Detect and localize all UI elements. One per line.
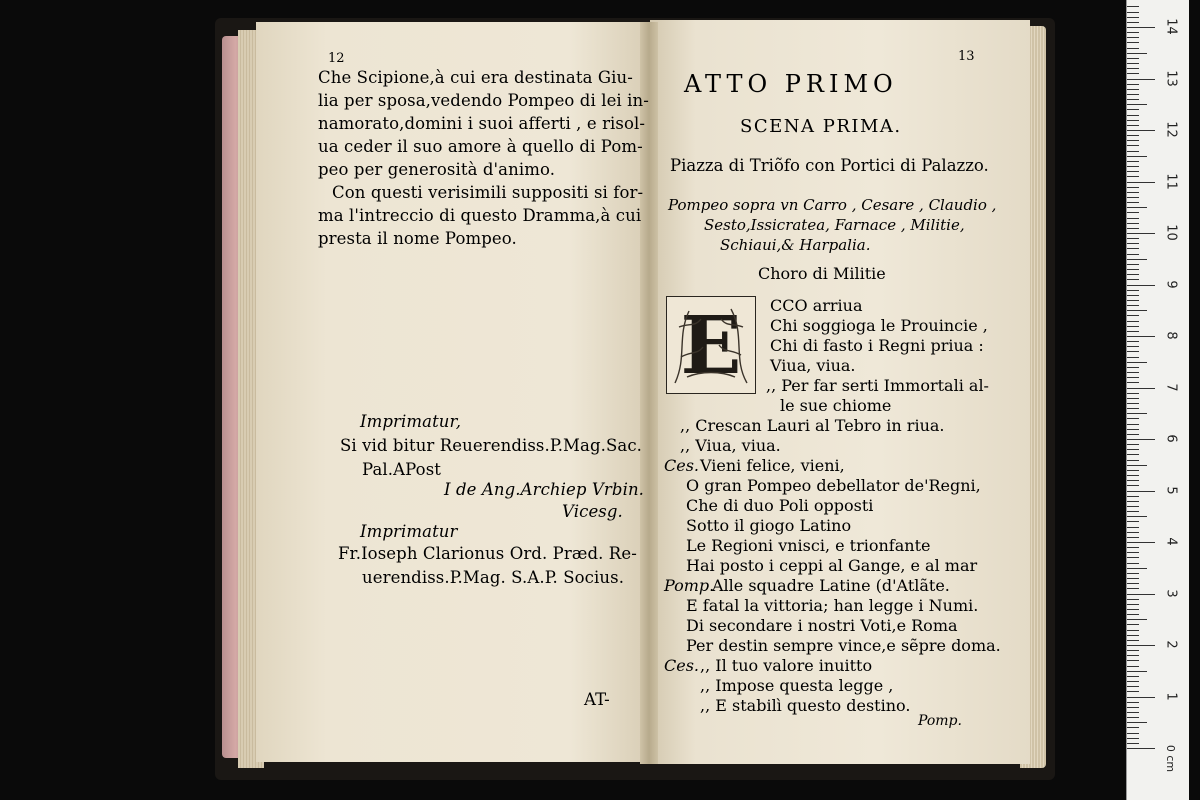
ruler-tick bbox=[1127, 357, 1139, 358]
ruler-tick bbox=[1127, 388, 1155, 389]
ruler-tick bbox=[1127, 310, 1147, 311]
ruler-tick bbox=[1127, 321, 1139, 322]
ruler-tick bbox=[1127, 73, 1139, 74]
ruler-tick bbox=[1127, 156, 1147, 157]
left-page bbox=[256, 22, 648, 762]
ruler-number: 14 bbox=[1163, 18, 1179, 35]
ruler-tick bbox=[1127, 207, 1147, 208]
ruler-tick bbox=[1127, 578, 1139, 579]
ruler-tick bbox=[1127, 135, 1139, 136]
ruler-tick bbox=[1127, 671, 1147, 672]
ruler-tick bbox=[1127, 68, 1139, 69]
ruler-tick bbox=[1127, 42, 1139, 43]
text-line: peo per generosità d'animo. bbox=[318, 160, 556, 179]
ruler-tick bbox=[1127, 418, 1139, 419]
scene-title: SCENA PRIMA. bbox=[740, 116, 902, 137]
ruler-tick bbox=[1127, 295, 1139, 296]
ruler-tick bbox=[1127, 48, 1139, 49]
signature-line: Vicesg. bbox=[562, 502, 623, 521]
ruler-tick bbox=[1127, 501, 1139, 502]
ruler-tick bbox=[1127, 248, 1139, 249]
verse-line: ,, Per far serti Immortali al- bbox=[766, 376, 989, 395]
ruler-tick bbox=[1127, 624, 1139, 625]
page-number-right: 13 bbox=[958, 49, 975, 64]
ruler-tick bbox=[1127, 37, 1139, 38]
ruler-tick bbox=[1127, 712, 1139, 713]
ruler-tick bbox=[1127, 521, 1139, 522]
ruler-tick bbox=[1127, 197, 1139, 198]
dialogue-line: ,, E stabilì questo destino. bbox=[700, 696, 911, 715]
ruler-tick bbox=[1127, 377, 1139, 378]
ruler-tick bbox=[1127, 666, 1139, 667]
ruler-tick bbox=[1127, 588, 1139, 589]
drop-cap-letter: E bbox=[680, 298, 742, 392]
ruler-tick bbox=[1127, 676, 1139, 677]
speaker-label: Ces. bbox=[664, 456, 700, 475]
ruler-tick bbox=[1127, 166, 1139, 167]
text-line: lia per sposa,vedendo Pompeo di lei in- bbox=[318, 91, 649, 110]
ruler-tick bbox=[1127, 274, 1139, 275]
ruler-tick bbox=[1127, 655, 1139, 656]
ruler-tick bbox=[1127, 120, 1139, 121]
ruler-tick bbox=[1127, 573, 1139, 574]
ruler-tick bbox=[1127, 454, 1139, 455]
ruler-tick bbox=[1127, 336, 1155, 337]
ruler-tick bbox=[1127, 686, 1139, 687]
ruler-tick bbox=[1127, 429, 1139, 430]
dialogue-line: Sotto il giogo Latino bbox=[686, 516, 852, 535]
ruler-number: 5 bbox=[1163, 485, 1179, 495]
ruler-unit-label: 0 cm bbox=[1164, 744, 1178, 773]
ruler-tick bbox=[1127, 413, 1147, 414]
ruler-tick bbox=[1127, 145, 1139, 146]
signature-line: I de Ang.Archiep Vrbin. bbox=[444, 480, 645, 499]
text-line: ma l'intreccio di questo Dramma,à cui bbox=[318, 206, 642, 225]
ruler-tick bbox=[1127, 382, 1139, 383]
ruler-tick bbox=[1127, 290, 1139, 291]
ruler-tick bbox=[1127, 346, 1139, 347]
chorus-heading: Choro di Militie bbox=[758, 264, 886, 283]
ruler-tick bbox=[1127, 223, 1139, 224]
ruler-tick bbox=[1127, 238, 1139, 239]
ruler-number: 4 bbox=[1163, 537, 1179, 546]
ruler-tick bbox=[1127, 537, 1139, 538]
dialogue-line: Di secondare i nostri Voti,e Roma bbox=[686, 616, 958, 635]
text-line: presta il nome Pompeo. bbox=[318, 229, 517, 248]
ruler-tick bbox=[1127, 300, 1139, 301]
ruler-tick bbox=[1127, 63, 1139, 64]
dialogue-line: ,, Impose questa legge , bbox=[700, 676, 894, 695]
ruler-tick bbox=[1127, 738, 1139, 739]
ruler-tick bbox=[1127, 722, 1147, 723]
ruler-tick bbox=[1127, 202, 1139, 203]
ruler-tick bbox=[1127, 460, 1139, 461]
ruler-tick bbox=[1127, 84, 1139, 85]
act-title: ATTO PRIMO bbox=[684, 70, 898, 98]
dialogue-line: Vieni felice, vieni, bbox=[700, 456, 845, 475]
verse-line: ,, Viua, viua. bbox=[680, 436, 781, 455]
catchword-left: AT- bbox=[584, 690, 610, 709]
ruler-number: 7 bbox=[1163, 382, 1179, 392]
ruler-tick bbox=[1127, 12, 1139, 13]
catchword-right: Pomp. bbox=[918, 713, 962, 729]
ruler-tick bbox=[1127, 140, 1139, 141]
ruler-tick bbox=[1127, 279, 1139, 280]
ruler-tick bbox=[1127, 532, 1139, 533]
ruler-tick bbox=[1127, 594, 1155, 595]
dialogue-line: E fatal la vittoria; han legge i Numi. bbox=[686, 596, 979, 615]
ruler-tick bbox=[1127, 285, 1155, 286]
ruler-tick bbox=[1127, 176, 1139, 177]
dialogue-line: ,, Il tuo valore inuitto bbox=[700, 656, 873, 675]
ruler-tick bbox=[1127, 254, 1139, 255]
verse-line: Viua, viua. bbox=[770, 356, 856, 375]
ruler-tick bbox=[1127, 527, 1139, 528]
ruler-tick bbox=[1127, 650, 1139, 651]
ruler-tick bbox=[1127, 109, 1139, 110]
ruler-tick bbox=[1127, 305, 1139, 306]
ruler-tick bbox=[1127, 264, 1139, 265]
ruler-tick bbox=[1127, 491, 1155, 492]
ruler-tick bbox=[1127, 480, 1139, 481]
ruler-tick bbox=[1127, 259, 1147, 260]
ruler-tick bbox=[1127, 743, 1139, 744]
ruler-number: 11 bbox=[1163, 172, 1179, 190]
ruler-tick bbox=[1127, 645, 1155, 646]
ruler-tick bbox=[1127, 475, 1139, 476]
speaker-label: Pomp. bbox=[664, 576, 715, 595]
dialogue-line: Le Regioni vnisci, e trionfante bbox=[686, 536, 931, 555]
ruler-number: 3 bbox=[1163, 588, 1179, 598]
ruler-tick bbox=[1127, 315, 1139, 316]
ruler-tick bbox=[1127, 187, 1139, 188]
setting-line: Piazza di Triõfo con Portici di Palazzo. bbox=[670, 156, 989, 175]
ruler-tick bbox=[1127, 161, 1139, 162]
ruler-tick bbox=[1127, 182, 1155, 183]
ruler-tick bbox=[1127, 748, 1155, 749]
ruler-tick bbox=[1127, 557, 1139, 558]
ruler-tick bbox=[1127, 697, 1155, 698]
ruler-tick bbox=[1127, 563, 1139, 564]
ruler-tick bbox=[1127, 393, 1139, 394]
imprimatur-heading: Imprimatur bbox=[360, 522, 458, 541]
ruler-tick bbox=[1127, 171, 1139, 172]
ruler-tick bbox=[1127, 125, 1139, 126]
dialogue-line: Alle squadre Latine (d'Atlãte. bbox=[712, 576, 950, 595]
ruler-tick bbox=[1127, 233, 1155, 234]
ruler-number: 6 bbox=[1163, 434, 1179, 443]
ruler-tick bbox=[1127, 702, 1139, 703]
ruler-tick bbox=[1127, 192, 1139, 193]
ruler-tick bbox=[1127, 640, 1139, 641]
ruler-tick bbox=[1127, 583, 1139, 584]
characters-line: Sesto,Issicratea, Farnace , Militie, bbox=[704, 216, 965, 234]
speaker-label: Ces. bbox=[664, 656, 700, 675]
ruler-tick bbox=[1127, 511, 1139, 512]
text-line: Che Scipione,à cui era destinata Giu- bbox=[318, 68, 633, 87]
ruler-tick bbox=[1127, 635, 1139, 636]
dialogue-line: Hai posto i ceppi al Gange, e al mar bbox=[686, 556, 978, 575]
page-number-left: 12 bbox=[328, 51, 345, 66]
ruler-tick bbox=[1127, 218, 1139, 219]
verse-line: Chi soggioga le Prouincie , bbox=[770, 316, 988, 335]
ruler-tick bbox=[1127, 27, 1155, 28]
imprimatur-heading: Imprimatur, bbox=[360, 412, 462, 431]
ruler-tick bbox=[1127, 542, 1155, 543]
ruler-tick bbox=[1127, 408, 1139, 409]
ruler-tick bbox=[1127, 32, 1139, 33]
ruler-tick bbox=[1127, 115, 1139, 116]
approval-line: uerendiss.P.Mag. S.A.P. Socius. bbox=[362, 568, 625, 587]
measuring-ruler bbox=[1126, 0, 1189, 800]
ruler-tick bbox=[1127, 604, 1139, 605]
verse-line: Chi di fasto i Regni priua : bbox=[770, 336, 984, 355]
ruler-tick bbox=[1127, 568, 1147, 569]
ruler-number: 8 bbox=[1163, 331, 1179, 340]
ruler-tick bbox=[1127, 243, 1139, 244]
ruler-tick bbox=[1127, 717, 1139, 718]
ruler-tick bbox=[1127, 506, 1139, 507]
ruler-tick bbox=[1127, 228, 1139, 229]
approval-line: Pal.APost bbox=[362, 460, 442, 479]
text-line: namorato,domini i suoi afferti , e risol- bbox=[318, 114, 646, 133]
ornamental-drop-cap bbox=[666, 296, 756, 394]
ruler-tick bbox=[1127, 104, 1147, 105]
ruler-tick bbox=[1127, 439, 1155, 440]
ruler-tick bbox=[1127, 403, 1139, 404]
ruler-tick bbox=[1127, 485, 1139, 486]
ruler-tick bbox=[1127, 444, 1139, 445]
ruler-tick bbox=[1127, 465, 1147, 466]
ruler-tick bbox=[1127, 79, 1155, 80]
ruler-number: 12 bbox=[1163, 121, 1179, 138]
ruler-tick bbox=[1127, 367, 1139, 368]
ruler-tick bbox=[1127, 362, 1147, 363]
foliage-ornament-icon bbox=[667, 297, 755, 393]
approval-line: Si vid bitur Reuerendiss.P.Mag.Sac. bbox=[340, 436, 643, 455]
ruler-tick bbox=[1127, 89, 1139, 90]
verse-line: ,, Crescan Lauri al Tebro in riua. bbox=[680, 416, 945, 435]
ruler-tick bbox=[1127, 547, 1139, 548]
text-line: Con questi verisimili suppositi si for- bbox=[332, 183, 644, 202]
ruler-tick bbox=[1127, 609, 1139, 610]
ruler-tick bbox=[1127, 449, 1139, 450]
ruler-tick bbox=[1127, 58, 1139, 59]
ruler-tick bbox=[1127, 707, 1139, 708]
verse-line: CCO arriua bbox=[770, 296, 863, 315]
ruler-tick bbox=[1127, 53, 1147, 54]
book-gutter bbox=[640, 22, 658, 764]
characters-line: Pompeo sopra vn Carro , Cesare , Claudio , bbox=[668, 196, 997, 214]
ruler-tick bbox=[1127, 599, 1139, 600]
ruler-tick bbox=[1127, 94, 1139, 95]
ruler-tick bbox=[1127, 691, 1139, 692]
ruler-tick bbox=[1127, 516, 1147, 517]
ruler-tick bbox=[1127, 269, 1139, 270]
ruler-number: 2 bbox=[1163, 640, 1179, 649]
approval-line: Fr.Ioseph Clarionus Ord. Præd. Re- bbox=[338, 544, 637, 563]
ruler-tick bbox=[1127, 351, 1139, 352]
ruler-tick bbox=[1127, 151, 1139, 152]
ruler-tick bbox=[1127, 99, 1139, 100]
dialogue-line: Per destin sempre vince,e sẽpre doma. bbox=[686, 636, 1001, 655]
ruler-number: 9 bbox=[1163, 279, 1179, 289]
ruler-tick bbox=[1127, 22, 1139, 23]
ruler-tick bbox=[1127, 341, 1139, 342]
ruler-tick bbox=[1127, 619, 1147, 620]
ruler-tick bbox=[1127, 614, 1139, 615]
ruler-tick bbox=[1127, 496, 1139, 497]
ruler-number: 10 bbox=[1163, 224, 1179, 241]
ruler-tick bbox=[1127, 6, 1139, 7]
text-line: ua ceder il suo amore à quello di Pom- bbox=[318, 137, 643, 156]
dialogue-line: Che di duo Poli opposti bbox=[686, 496, 874, 515]
ruler-tick bbox=[1127, 733, 1139, 734]
ruler-tick bbox=[1127, 212, 1139, 213]
ruler-number: 1 bbox=[1163, 691, 1179, 701]
ruler-tick bbox=[1127, 630, 1139, 631]
verse-line: le sue chiome bbox=[780, 396, 892, 415]
ruler-tick bbox=[1127, 470, 1139, 471]
dialogue-line: O gran Pompeo debellator de'Regni, bbox=[686, 476, 981, 495]
ruler-tick bbox=[1127, 398, 1139, 399]
ruler-tick bbox=[1127, 326, 1139, 327]
ruler-tick bbox=[1127, 372, 1139, 373]
ruler-tick bbox=[1127, 424, 1139, 425]
ruler-tick bbox=[1127, 552, 1139, 553]
ruler-tick bbox=[1127, 727, 1139, 728]
characters-line: Schiaui,& Harpalia. bbox=[720, 236, 871, 254]
ruler-tick bbox=[1127, 17, 1139, 18]
ruler-tick bbox=[1127, 434, 1139, 435]
ruler-number: 13 bbox=[1163, 69, 1179, 87]
ruler-tick bbox=[1127, 130, 1155, 131]
ruler-tick bbox=[1127, 331, 1139, 332]
ruler-tick bbox=[1127, 681, 1139, 682]
ruler-tick bbox=[1127, 660, 1139, 661]
